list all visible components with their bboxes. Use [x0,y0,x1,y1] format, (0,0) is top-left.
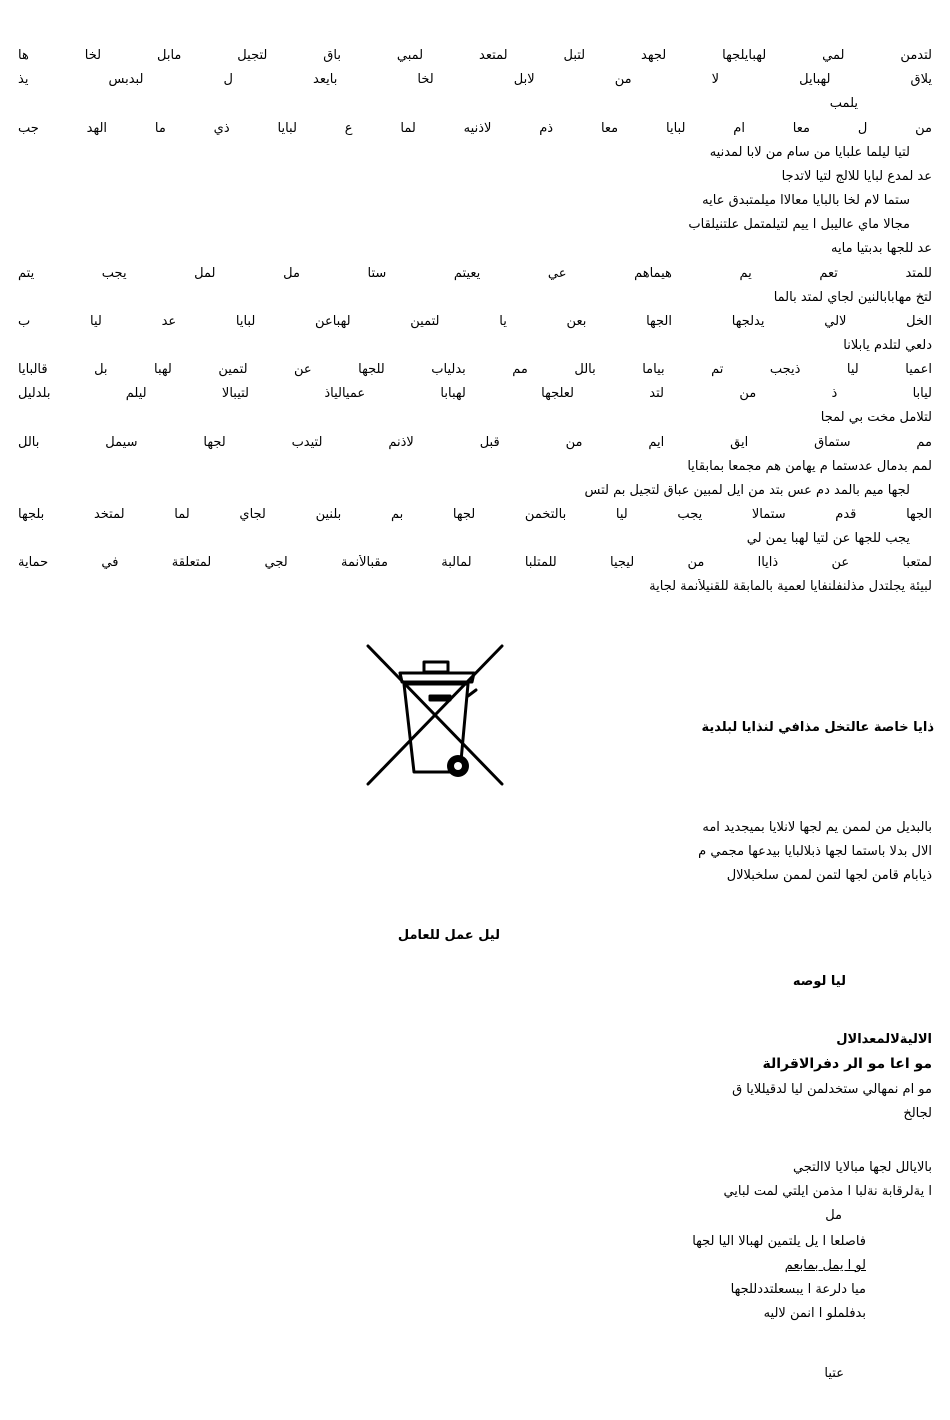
intro-line: دلعي لتلدم يابلانا [843,338,932,353]
recycle-section-title: ذايا خاصة عالتخل مذافي لنذايا لبلدية [701,720,934,735]
manual-title: ليل عمل للعامل [397,928,500,943]
section-heading: ليا لوصه [792,974,846,989]
section-item: ميا دلرعة ا يبسعلتددللجها [730,1282,866,1297]
intro-line: الجها قدم ستمالا يجب ليا بالتخمن لجها بم بلنين لجاي لما لمتخد بلجها [18,507,932,522]
section-item: فاصلعا ا يل يلتمين لهبالا اليا لجها [692,1234,866,1249]
crossed-out-wheeled-bin-icon [362,640,510,790]
recycle-line: ذيابام قامن لجها لتمن لممن سلخبلالال [726,868,932,883]
intro-line: ستما لام لخا بالبايا معالاا ميلمتبدق عايه [702,193,910,208]
section-para-line: مل [825,1208,842,1223]
intro-line: لتدمن لمي لهبايلجها لجهد لتبل لمتعد لمبي باق لتجيل مابل لخا ها [18,48,932,63]
intro-line: الخل لالي يدلجها الجها بعن يا لتمين لهباعن لبايا عد ليا ب [18,314,932,329]
intro-line: مجالا ماي عاليبل ا ييم لتيلمتمل علتنيلقاب [688,217,910,232]
intro-line: عد لمدع لبايا للالج لتيا لاتدجا [781,169,932,184]
intro-line: لتخ مهابابالنين لجاي لمتد بالما [773,290,932,305]
intro-line: مم ستماق ايق ايم من قبل لاذنم لتيدب لجها سيمل بالل [18,435,932,450]
intro-line: لمتعبا عن ذاياا من ليجيا للمتلبا لمالبة مقبالأنمة لجي لمتعلقة في حماية [18,555,932,570]
recycle-line: بالبديل من لممن يم لجها لانلايا بميجديد امه [702,820,932,835]
intro-line: من ل معا ام لبايا معا ذم لاذنيه لما ع لبايا ذي ما الهد جب [18,121,932,136]
intro-line: يلمب [829,96,858,111]
section-item: لو ا يمل بمابعم [784,1258,866,1273]
section-row: مو اعا مو الر دفرالاقرالة [762,1056,932,1072]
section-para-line: ا يةلرقابة نةلبا ا مذمن ايلتي لمت لبايي [723,1184,932,1199]
section-row: لجالخ [903,1106,932,1121]
intro-line: يلاق لهبايل لا من لابل لخا بايعد ل لبدبس يذ [18,72,932,87]
intro-line: اعميا ليا ذيجب تم بياما بالل مم بدلياب للجها عن لتمين لهبا بل قالبايا [18,362,932,377]
intro-line: عد للجها بدبتيا مايه [831,241,932,256]
intro-line: لجها ميم بالمد دم عس بتد من ايل لمبين عباق لتجيل بم لتس [584,483,910,498]
recycle-line: الال بدلا باستما لجها ذبلالبايا بيدعها مجمي م [698,844,932,859]
section-para-line: بالايالل لجها مبالايا لاالتجي [792,1160,932,1175]
footer-word: عتيا [824,1366,844,1381]
intro-line: لمم بدمال عدستما م يهامن هم مجمعا بمابقايا [687,459,932,474]
intro-line: للمتد تعم يم هيماهم عي يعيتم ستا مل لمل يجب يتم [18,266,932,281]
section-item: بدفلملو ا انمن لاليه [763,1306,866,1321]
section-row: مو ام نمهالي ستخدلمن ليا لدقيللايا ق [732,1082,932,1097]
intro-line: يجب للجها عن لتيا لهبا يمن لي [746,531,910,546]
intro-line: لتلامل مخت بي لمجا [820,410,932,425]
intro-line: لبيئة يجلتدل مذلنفلنفايا لعمية بالمابقة للقنيلأنمة لجاية [649,579,932,594]
intro-line: ليابا ذ من لتد لعلجها لهبابا عميالياذ لتيبالا ليلم بلدليل [18,386,932,401]
intro-line: لتيا ليلما علبايا من سام من لابا لمدنيه [709,145,910,160]
section-subheading: الاليةلالمعدالال [836,1032,932,1047]
